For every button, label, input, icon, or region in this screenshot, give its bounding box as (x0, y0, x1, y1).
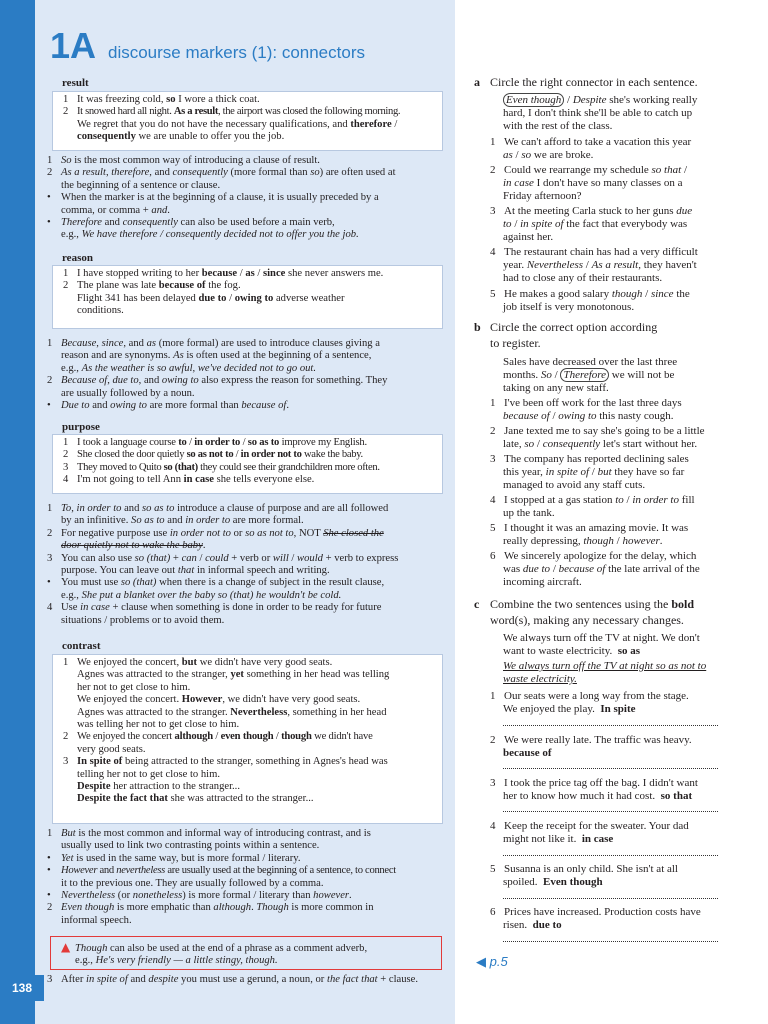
exercise-line: late, so / consequently let's start without her. (503, 438, 698, 450)
note-line: purpose. You can leave out that in informal speech and writing. (61, 565, 330, 577)
answer-line[interactable] (503, 855, 718, 856)
example-line: 4 I'm not going to tell Ann in case she tells everyone else. (63, 474, 315, 486)
note-line: 1 Because, since, and as (more formal) are used to introduce clauses giving a (47, 338, 380, 349)
note-line: usually used to link two contrasting points within a sentence. (61, 840, 320, 852)
exercise-line: We enjoyed the play. In spite (503, 703, 636, 715)
exercise-line: Sales have decreased over the last three (503, 356, 678, 368)
page-reference: p.5 (489, 954, 508, 969)
section-heading-reason: reason (62, 252, 93, 264)
circled-answer: Even though (503, 93, 564, 107)
example-line: 2 It snowed hard all night. As a result, the airport was closed the following morning. (63, 106, 401, 118)
notes-purpose (47, 503, 443, 627)
exercise-line: Even though / Despite she's working really (503, 94, 697, 106)
answer-line[interactable] (503, 898, 718, 899)
exercise-line: against her. (503, 231, 554, 243)
note-line: 1 To, in order to and so as to introduce a clause of purpose and are all followed (47, 503, 389, 514)
exercise-line: job itself is very monotonous. (503, 301, 635, 313)
note-line: situations / problems or to avoid them. (61, 614, 225, 626)
exercise-line: 4 The restaurant chain has had a very difficult (490, 246, 698, 258)
example-line: 1 I took a language course to / in order to / so as to improve my English. (63, 437, 367, 448)
exercise-c-instruction: Combine the two sentences using the bold (490, 597, 694, 611)
page-reference-link[interactable] (476, 956, 508, 968)
example-line: 2 We enjoyed the concert although / even though / though we didn't have (63, 731, 373, 743)
exercise-line: spoiled. Even though (503, 876, 603, 888)
exercise-line: 1 We can't afford to take a vacation this year (490, 136, 692, 148)
exercise-line: had to close any of their restaurants. (503, 272, 663, 284)
example-line: 1 We enjoyed the concert, but we didn't have very good seats. (63, 657, 333, 668)
example-line: Agnes was attracted to the stranger. Nevertheless, something in her head (77, 706, 387, 718)
unit-number: 1A (50, 25, 97, 66)
example-line: Despite her attraction to the stranger... (77, 781, 240, 793)
example-line: 2 She closed the door quietly so as not to / in order not to wake the baby. (63, 449, 363, 461)
example-line: 3 They moved to Quito so (that) they could see their grandchildren more often. (63, 461, 380, 473)
note-line: • You must use so (that) when there is a change of subject in the result clause, (47, 577, 385, 589)
exercise-line: incoming aircraft. (503, 576, 582, 588)
exercise-line: 5 I thought it was an amazing movie. It was (490, 522, 689, 534)
note-line: • However and nevertheless are usually used at the beginning of a sentence, to connect (47, 865, 396, 877)
exercise-line: We always turn off the TV at night. We don't (503, 632, 700, 644)
exercise-a-instruction: Circle the right connector in each sentence. (490, 75, 698, 89)
example-line: Agnes was attracted to the stranger, yet something in her head was telling (77, 669, 390, 681)
section-heading-result: result (62, 77, 89, 89)
exercise-line: in case I don't have so many classes on a (503, 177, 683, 189)
section-heading-purpose: purpose (62, 421, 100, 433)
example-answer: waste electricity. (503, 673, 577, 685)
note-line: e.g., She put a blanket over the baby so (that) he wouldn't be cold. (61, 589, 342, 601)
note-line: the beginning of a sentence or clause. (61, 179, 221, 191)
exercise-c-instruction: word(s), making any necessary changes. (490, 613, 684, 627)
exercise-line: 4 I stopped at a gas station to / in order to fill (490, 494, 695, 506)
example-line: We regret that you do not have the necessary qualifications, and therefore / (77, 118, 398, 130)
example-line: 1 I have stopped writing to her because / as / since she never answers me. (63, 268, 384, 279)
section-heading-contrast: contrast (62, 640, 101, 652)
note-line: it to the previous one. They are usually followed by a comma. (61, 877, 324, 889)
example-box-contrast (52, 654, 443, 824)
exercise-line: really depressing, though / however. (503, 535, 663, 547)
exercise-line: hard, I don't think she'll be able to catch up (503, 107, 693, 119)
exercise-line: months. So / Therefore we will not be (503, 369, 675, 381)
back-arrow-icon: ◀ (476, 954, 486, 969)
exercise-line: 5 He makes a good salary though / since the (490, 288, 690, 300)
page-side-band (0, 0, 35, 1024)
exercise-line: because of / owing to this nasty cough. (503, 410, 674, 422)
exercise-line: up the tank. (503, 507, 555, 519)
example-line: conditions. (77, 305, 124, 317)
example-line: Despite the fact that she was attracted to the stranger... (77, 793, 314, 805)
note-line: door quietly not to wake the baby. (61, 540, 206, 552)
unit-title: discourse markers (1): connectors (108, 43, 365, 62)
note-line: 1 But is the most common and informal way of introducing contrast, and is (47, 828, 371, 839)
exercise-line: 1 Our seats were a long way from the stage. (490, 690, 689, 702)
note-line: reason and are synonyms. As is often used at the beginning of a sentence, (61, 350, 372, 362)
example-line: consequently we are unable to offer you the job. (77, 131, 285, 143)
example-line: her not to get close to him. (77, 681, 191, 693)
exercise-line: year. Nevertheless / As a result, they haven't (503, 259, 697, 271)
note-line: by an infinitive. So as to and in order to are more formal. (61, 515, 304, 527)
exercise-line: 2 We were really late. The traffic was heavy. (490, 734, 692, 746)
example-line: 1 It was freezing cold, so I wore a thick coat. (63, 94, 260, 105)
note-line: • Yet is used in the same way, but is more formal / literary. (47, 852, 301, 864)
note-line: 2 For negative purpose use in order not to or so as not to, NOT She closed the (47, 527, 384, 539)
example-box-purpose (52, 434, 443, 494)
exercise-line: 6 We sincerely apologize for the delay, which (490, 550, 697, 562)
exercise-line: was due to / because of the late arrival of the (503, 563, 700, 575)
exercise-line: this year, in spite of / but they have so far (503, 466, 685, 478)
exercise-line: 1 I've been off work for the last three days (490, 397, 682, 409)
exercise-line: 5 Susanna is an only child. She isn't at all (490, 863, 678, 875)
exercise-line: with the rest of the class. (503, 120, 613, 132)
exercise-line: because of (503, 747, 552, 759)
example-box-result (52, 91, 443, 151)
note-line: are usually followed by a noun. (61, 387, 195, 399)
note-line: • Therefore and consequently can also be used before a main verb, (47, 217, 335, 229)
note-line: 2 As a result, therefore, and consequently (more formal than so) are often used at (47, 167, 396, 179)
exercise-line: 2 Jane texted me to say she's going to be a little (490, 425, 705, 437)
example-line: very good seats. (77, 743, 146, 755)
note-line: • Due to and owing to are more formal than because of. (47, 400, 290, 412)
answer-line[interactable] (503, 941, 718, 942)
exercise-b-label: b (474, 320, 481, 334)
note-line: comma, or comma + and. (61, 204, 170, 216)
notes-contrast-last (47, 974, 443, 986)
example-box-reason (52, 265, 443, 329)
warning-box (50, 936, 442, 970)
exercise-line: 6 Prices have increased. Production costs have (490, 906, 701, 918)
note-line: 3 After in spite of and despite you must use a gerund, a noun, or the fact that + clause. (47, 974, 418, 985)
example-line: telling her not to get close to him. (77, 768, 220, 780)
note-line: 2 Even though is more emphatic than although. Though is more common in (47, 902, 374, 914)
exercise-line: risen. due to (503, 919, 562, 931)
note-line: 3 You can also use so (that) + can / could + verb or will / would + verb to express (47, 552, 399, 564)
warning-line: ▲ Though can also be used at the end of a phrase as a comment adverb, (61, 940, 368, 954)
note-line: • Nevertheless (or nonetheless) is more formal / literary than however. (47, 890, 352, 902)
notes-contrast (47, 828, 443, 927)
exercise-line: 3 I took the price tag off the bag. I didn't want (490, 777, 698, 789)
exercise-line: to / in spite of the fact that everybody was (503, 218, 688, 230)
exercise-line: 3 The company has reported declining sales (490, 453, 689, 465)
note-line: e.g., As the weather is so awful, we've decided not to go out. (61, 362, 317, 374)
exercise-line: taking on any new staff. (503, 382, 609, 394)
example-line: We enjoyed the concert. However, we didn't have very good seats. (77, 694, 361, 706)
example-line: was telling her not to get close to him. (77, 719, 240, 731)
exercise-a-label: a (474, 75, 480, 89)
example-line: 2 The plane was late because of the fog. (63, 280, 241, 292)
notes-reason (47, 338, 443, 412)
note-line: • When the marker is at the beginning of a clause, it is usually preceded by a (47, 192, 379, 204)
circled-answer: Therefore (560, 368, 609, 382)
exercise-line: as / so we are broke. (503, 149, 594, 161)
answer-line[interactable] (503, 768, 718, 769)
exercise-b-instruction: to register. (490, 336, 541, 350)
example-answer: We always turn off the TV at night so as not to (503, 660, 707, 672)
example-line: 3 In spite of being attracted to the stranger, something in Agnes's head was (63, 756, 388, 768)
answer-line[interactable] (503, 811, 718, 812)
exercise-b-instruction: Circle the correct option according (490, 320, 658, 334)
note-line: informal speech. (61, 914, 132, 926)
exercise-line: managed to avoid any staff cuts. (503, 479, 646, 491)
page-number: 138 (0, 975, 44, 1001)
exercise-line: Friday afternoon? (503, 190, 582, 202)
note-line: 2 Because of, due to, and owing to also express the reason for something. They (47, 375, 388, 387)
exercise-line: 4 Keep the receipt for the sweater. Your dad (490, 820, 689, 832)
example-line: Flight 341 has been delayed due to / owing to adverse weather (77, 292, 345, 304)
warning-line: e.g., He's very friendly — a little stingy, though. (75, 955, 278, 967)
exercise-line: want to waste electricity. so as (503, 645, 641, 657)
answer-line[interactable] (503, 725, 718, 726)
exercise-c-label: c (474, 597, 480, 611)
note-line: 4 Use in case + clause when something is done in order to be ready for future (47, 602, 382, 614)
exercise-line: 2 Could we rearrange my schedule so that / (490, 164, 687, 176)
exercise-line: 3 At the meeting Carla stuck to her guns due (490, 205, 693, 217)
note-line: e.g., We have therefore / consequently decided not to offer you the job. (61, 229, 359, 241)
exercise-line: might not like it. in case (503, 833, 614, 845)
notes-result (47, 155, 443, 242)
warning-icon: ▲ (61, 940, 71, 954)
note-line: 1 So is the most common way of introducing a clause of result. (47, 155, 320, 166)
exercise-line: her to know how much it had cost. so that (503, 790, 693, 802)
